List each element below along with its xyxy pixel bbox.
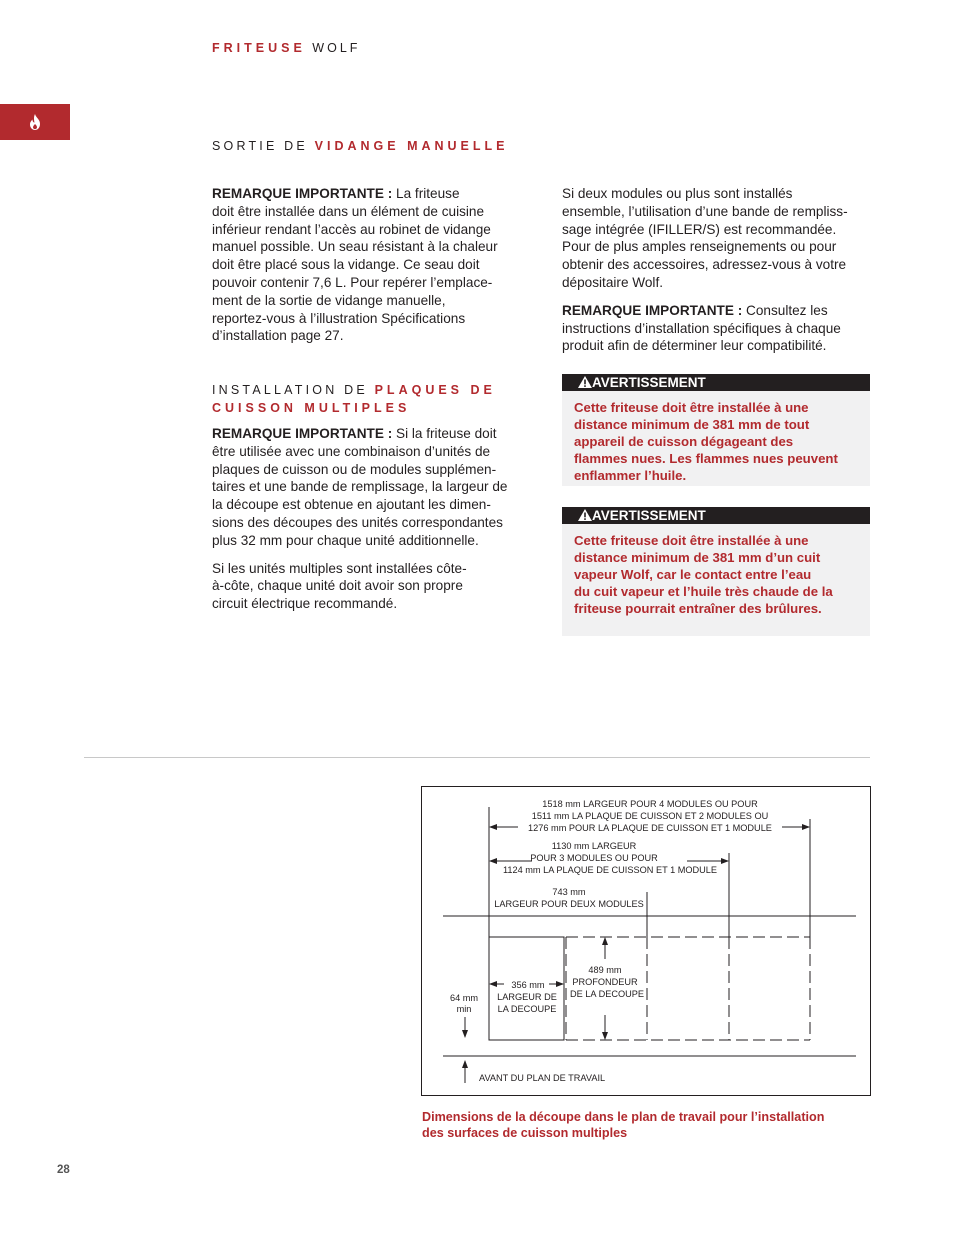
- min-distance-value: 64 mm: [449, 993, 479, 1003]
- warning-text: [562, 524, 870, 617]
- section1-paragraph: [212, 185, 542, 345]
- text-line: dépositaire Wolf.: [562, 274, 663, 290]
- text-line: produit afin de déterminer leur compatibilité.: [562, 338, 827, 354]
- dim-2-modules-line1: 743 mm: [552, 887, 586, 897]
- dim-3-modules-line2: POUR 3 MODULES OU POUR: [530, 853, 658, 863]
- text-line: à-côte, chaque unité doit avoir son propre: [212, 578, 463, 594]
- section1-note-lead: REMARQUE IMPORTANTE :: [212, 186, 393, 201]
- cutout-diagram-svg: [422, 787, 870, 1095]
- text-line: manuel possible. Un seau résistant à la chaleur: [212, 239, 498, 255]
- warning-box-1: [562, 374, 870, 486]
- text-line: friteuse pourrait entraîner des brûlures.: [574, 601, 822, 616]
- text-line: vapeur Wolf, car le contact entre l’eau: [574, 567, 812, 582]
- dim-3-modules-line3: 1124 mm LA PLAQUE DE CUISSON ET 1 MODULE: [502, 865, 718, 875]
- dim-4-modules-line2: 1511 mm LA PLAQUE DE CUISSON ET 2 MODULES OU: [531, 811, 769, 821]
- dim-4-modules-line3: 1276 mm POUR LA PLAQUE DE CUISSON ET 1 MODULE: [528, 823, 772, 833]
- section2-body: [212, 425, 542, 613]
- section2-note-lead: REMARQUE IMPORTANTE :: [212, 426, 393, 441]
- text-line: Si les unités multiples sont installées côte-: [212, 560, 467, 576]
- min-distance-label: min: [456, 1004, 472, 1014]
- text-line: appareil de cuisson dégageant des: [574, 434, 794, 449]
- text-line: sions des découpes des unités correspondantes: [212, 514, 503, 530]
- text-line: reportez-vous à l’illustration Spécifications: [212, 310, 466, 326]
- cutout-depth-label1: PROFONDEUR: [572, 977, 638, 987]
- section-title-vidange: [212, 137, 509, 155]
- text-line: ensemble, l’utilisation d’une bande de rempliss-: [562, 203, 848, 219]
- text-line: doit être placé sous la vidange. Ce seau doit: [212, 257, 480, 273]
- cutout-width-label1: LARGEUR DE: [497, 992, 557, 1002]
- text-line: enflammer l’huile.: [574, 468, 687, 483]
- text-line: la découpe est obtenue en ajoutant les dimen-: [212, 497, 491, 513]
- dim-3-modules-line1: 1130 mm LARGEUR: [551, 841, 637, 851]
- right-note-lead: REMARQUE IMPORTANTE :: [562, 302, 743, 318]
- warning-triangle-icon: [578, 376, 592, 388]
- text-line: du cuit vapeur et l’huile très chaude de la: [574, 584, 833, 599]
- text-line: taires et une bande de remplissage, la largeur de: [212, 479, 508, 495]
- right-paragraph-1: [562, 185, 882, 292]
- text-line: doit être installée dans un élément de cuisine: [212, 203, 485, 219]
- text-line: d’installation page 27.: [212, 328, 344, 344]
- text-line: être utilisée avec une combinaison d’unités de: [212, 443, 491, 459]
- text-line: flammes nues. Les flammes nues peuvent: [574, 451, 838, 466]
- text-line: pouvoir contenir 7,6 L. Pour repérer l’emplace-: [212, 274, 493, 290]
- dim-2-modules-line2: LARGEUR POUR DEUX MODULES: [494, 899, 644, 909]
- cutout-width-value: 356 mm: [511, 980, 545, 990]
- warning-label: AVERTISSEMENT: [592, 375, 706, 390]
- caption-line: des surfaces de cuisson multiples: [422, 1126, 628, 1140]
- cutout-depth-label2: DE LA DECOUPE: [569, 989, 645, 999]
- countertop-front-label: AVANT DU PLAN DE TRAVAIL: [479, 1073, 606, 1083]
- section2-paragraph-2: [212, 560, 542, 613]
- header-title-rest: WOLF: [312, 41, 361, 55]
- right-paragraph-2: [562, 302, 882, 355]
- text-line: Si deux modules ou plus sont installés: [562, 186, 793, 201]
- warning-header: [562, 507, 870, 524]
- section1-title-bold: VIDANGE MANUELLE: [314, 139, 509, 153]
- warning-box-2: [562, 507, 870, 636]
- text-line: plaques de cuisson ou de modules supplémen-: [212, 461, 497, 477]
- warning-triangle-icon: [578, 509, 592, 521]
- text-line: Consultez les: [742, 302, 828, 318]
- cutout-diagram: [421, 786, 871, 1096]
- text-line: Cette friteuse doit être installée à une: [574, 400, 809, 415]
- section2-title-bold-1: PLAQUES DE: [374, 383, 496, 397]
- cutout-depth-value: 489 mm: [588, 965, 622, 975]
- text-line: La friteuse: [392, 186, 460, 201]
- warning-header: [562, 374, 870, 391]
- cutout-width-label2: LA DECOUPE: [497, 1004, 557, 1014]
- section-divider: [84, 757, 870, 758]
- text-line: sage intégrée (IFILLER/S) est recommandée.: [562, 221, 837, 237]
- section2-paragraph-1: [212, 425, 542, 550]
- text-line: plus 32 mm pour chaque unité additionnelle.: [212, 532, 479, 548]
- section1-title-plain: SORTIE DE: [212, 139, 308, 153]
- warning-label: AVERTISSEMENT: [592, 508, 706, 523]
- right-column-body: [562, 185, 882, 355]
- caption-line: Dimensions de la découpe dans le plan de travail pour l’installation: [422, 1110, 825, 1124]
- text-line: distance minimum de 381 mm d’un cuit: [574, 550, 821, 565]
- text-line: obtenir des accessoires, adressez-vous à votre: [562, 257, 847, 273]
- dim-4-modules-line1: 1518 mm LARGEUR POUR 4 MODULES OU POUR: [542, 799, 758, 809]
- section-title-plaques: [212, 381, 542, 417]
- header-title-bold: FRITEUSE: [212, 41, 306, 55]
- text-line: ment de la sortie de vidange manuelle,: [212, 292, 446, 308]
- section1-body: [212, 185, 542, 345]
- page-number: 28: [57, 1164, 70, 1176]
- text-line: Pour de plus amples renseignements ou pour: [562, 239, 837, 255]
- warning-text: [562, 391, 870, 484]
- text-line: inférieur rendant l’accès au robinet de vidange: [212, 221, 491, 237]
- diagram-caption: [422, 1109, 872, 1141]
- text-line: circuit électrique recommandé.: [212, 596, 398, 612]
- text-line: instructions d’installation spécifiques à chaque: [562, 320, 841, 336]
- text-line: Si la friteuse doit: [392, 426, 497, 441]
- flame-icon: [28, 114, 42, 130]
- running-header: [212, 41, 360, 55]
- section-tab: [0, 104, 70, 140]
- text-line: Cette friteuse doit être installée à une: [574, 533, 809, 548]
- section2-title-bold-2: CUISSON MULTIPLES: [212, 401, 411, 415]
- text-line: distance minimum de 381 mm de tout: [574, 417, 810, 432]
- section2-title-plain: INSTALLATION DE: [212, 383, 368, 397]
